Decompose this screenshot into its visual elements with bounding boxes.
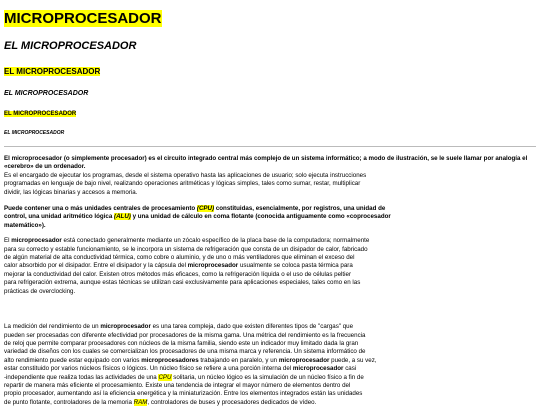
cpu-highlight: (CPU) <box>196 205 215 213</box>
heading-2: EL MICROPROCESADOR <box>4 40 137 52</box>
heading-6: EL MICROPROCESADOR <box>4 130 65 136</box>
perf-bold-1: microprocesador <box>100 323 151 331</box>
perf-text-d: trabajando en paralelo, y un <box>198 356 279 364</box>
heading-4: EL MICROPROCESADOR <box>4 90 89 97</box>
perf-bold-3: microprocesador <box>278 356 330 364</box>
paragraph-intro <box>4 155 534 197</box>
perf-text-g: solitaria, un núcleo lógico es la simulación de un núcleo físico a fin de repartir de manera más eficiente el procesamiento. Existe una tendencia de integrar el mayor número de elementos dentro del propio procesador, aumentando así la eficiencia energética y la miniaturización. Entre los elementos integrados están las unidades de punto flotante, controladores de la memoria <box>4 373 364 406</box>
cpu-text-b: constituidas, esencialmente, por registros, una unidad de control, una unidad aritmético lógica <box>4 205 386 221</box>
heading-3 <box>4 66 540 77</box>
heading-5 <box>4 110 540 118</box>
cpu-text-a: Puede contener una o más unidades centrales de procesamiento <box>4 205 197 213</box>
intro-bold-text: El microprocesador (o simplemente procesador) es el circuito integrado central más complejo de un sistema informático; a modo de ilustración, se le suele llamar por analogía el «cerebro» de un ordenador. <box>4 155 528 171</box>
heading-1-text: MICROPROCESADOR <box>4 10 162 27</box>
perf-text-c: es una tarea compleja, dado que existen diferentes tipos de "cargas" que pueden ser procesadas con diferente efectividad por procesadores de la misma gama. Una métrica del rendimiento es la frecuencia de reloj que permite comparar procesadores con núcleos de la misma familia, siendo este un indicador muy limitado dada la gran variedad de diseños con los cuales se comercializan los procesadores de una misma marca y referencia. Un sistema informático de alto rendimiento puede estar equipado con varios <box>4 323 366 364</box>
perf-bold-4: microprocesador <box>292 365 344 373</box>
horizontal-rule <box>4 146 536 147</box>
document-page <box>0 10 540 415</box>
cooling-text-a: El <box>4 237 12 245</box>
cooling-bold-1: microprocesador <box>11 237 62 245</box>
cooling-text-d: usualmente se coloca pasta térmica para mejorar la conductividad del calor. Existen otros métodos más eficaces, como la refrigeración líquida o el uso de células peltier para refrigeración extrema, aunque estas técnicas se utilizan casi exclusivamente para aplicaciones especiales, tales como en las prácticas de overclocking. <box>4 262 361 295</box>
perf-text-f: casi -independiente que realiza todas las actividades de una <box>4 365 357 381</box>
paragraph-cpu <box>4 205 534 230</box>
heading-1 <box>4 10 540 28</box>
heading-3-text: EL MICROPROCESADOR <box>4 67 101 76</box>
perf-ram-highlight: RAM <box>133 398 148 406</box>
paragraph-cooling <box>4 237 534 296</box>
perf-cpu-highlight: CPU <box>158 373 172 381</box>
cooling-text-c: está conectado generalmente mediante un zócalo específico de la placa base de la computadora; normalmente para su correcto y estable funcionamiento, se le incorpora un sistema de refrigeración que consta de un disipador de calor, fabricado de algún material de alta conductividad térmica, como cobre o aluminio, y de uno o más ventiladores que eliminan el exceso del calor absorbido por el disipador. Entre el disipador y la cápsula del <box>4 237 370 270</box>
perf-text-h: , controladores de buses y procesadores dedicados de vídeo. <box>147 398 317 406</box>
cpu-text-c: y una unidad de cálculo en coma flotante (conocida antiguamente como «coprocesador matemático»). <box>4 213 391 229</box>
paragraph-performance <box>4 323 534 407</box>
alu-highlight: (ALU) <box>114 213 131 221</box>
perf-bold-2: microprocesadores <box>141 356 199 364</box>
intro-text: Es el encargado de ejecutar los programas, desde el sistema operativo hasta las aplicaciones de usuario; solo ejecuta instrucciones programadas en lenguaje de bajo nivel, realizando operaciones aritméticas y lógicas simples, tales como sumar, restar, multiplicar dividir, las lógicas binarias y accesos a memoria. <box>4 171 367 196</box>
heading-5-text: EL MICROPROCESADOR <box>4 111 77 117</box>
perf-text-a: La medición del rendimiento de un <box>4 323 101 331</box>
cooling-bold-2: microprocesador <box>187 262 239 270</box>
perf-text-e: puede, a su vez, estar constituido por varios núcleos físicos o lógicos. Un núcleo físico se refiere a una porción interna del <box>4 356 377 373</box>
